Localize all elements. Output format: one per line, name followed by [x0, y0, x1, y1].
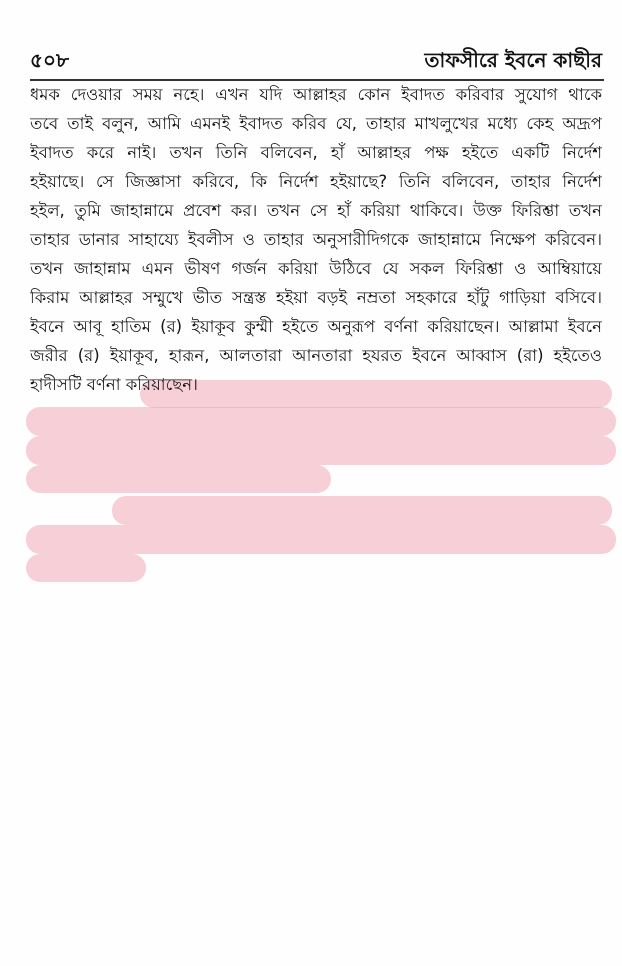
text-line: কিরাম আল্লাহর সম্মুখে ভীত সন্ত্রস্ত হইয়া বড়ই নম্রতা সহকারে হাঁটু গাড়িয়া বসিবে।: [30, 288, 602, 307]
text-line: হইয়াছে। সে জিজ্ঞাসা করিবে, কি নির্দেশ হইয়াছে? তিনি বলিবেন, তাহার নির্দেশ: [30, 172, 602, 191]
highlight-band: [26, 436, 616, 465]
highlight-band: [112, 496, 612, 525]
text-line: জরীর (র) ইয়াকূব, হারূন, আলতারা আনতারা হযরত ইবনে আব্বাস (রা) হইতেও: [30, 346, 602, 365]
text-line: ধমক দেওয়ার সময় নহে। এখন যদি আল্লাহর কোন ইবাদত করিবার সুযোগ থাকে: [30, 85, 602, 104]
text-line: ইবাদত করে নাই। তখন তিনি বলিবেন, হাঁ আল্লাহর পক্ষ হইতে একটি নির্দেশ: [30, 143, 602, 162]
text-line: তখন জাহান্নাম এমন ভীষণ গর্জন করিয়া উঠিবে যে সকল ফিরিশ্তা ও আম্বিয়ায়ে: [30, 259, 602, 278]
text-line: হইল, তুমি জাহান্নামে প্রবেশ কর। তখন সে হাঁ করিয়া থাকিবে। উক্ত ফিরিশ্তা তখন: [30, 201, 602, 220]
highlight-band: [26, 525, 616, 554]
highlight-band: [26, 465, 331, 493]
text-line: তাহার ডানার সাহায্যে ইবলীস ও তাহার অনুসারীদিগকে জাহান্নামে নিক্ষেপ করিবেন।: [30, 230, 602, 249]
highlight-band: [26, 554, 146, 582]
highlight-band: [26, 407, 616, 436]
book-title: তাফসীরে ইবনে কাছীর: [424, 48, 602, 72]
text-line: হাদীসটি বর্ণনা করিয়াছেন।: [30, 375, 198, 394]
text-line: তবে তাই বলুন, আমি এমনই ইবাদত করিব যে, তাহার মাখলুখের মধ্যে কেহ অদ্রূপ: [30, 114, 602, 133]
text-line: ইবনে আবূ হাতিম (র) ইয়াকূব কুম্মী হইতে অনুরূপ বর্ণনা করিয়াছেন। আল্লামা ইবনে: [30, 317, 602, 336]
page-number: ৫০৮: [30, 48, 69, 72]
